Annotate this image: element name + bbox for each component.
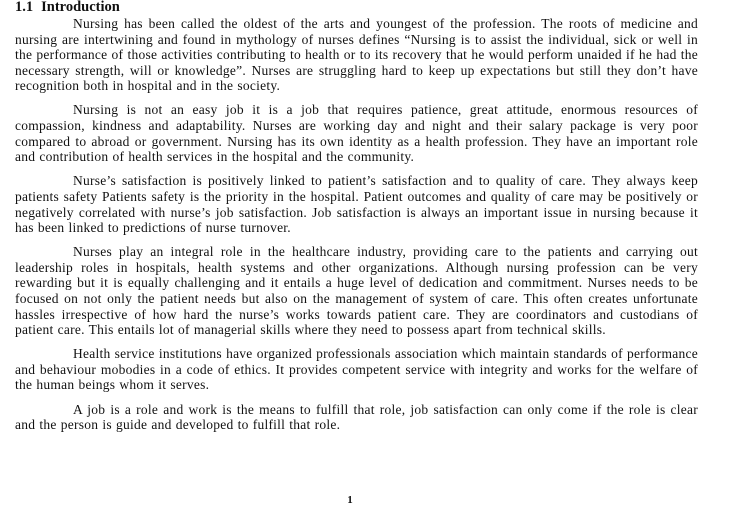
- paragraph-1: Nursing has been called the oldest of the arts and youngest of the profession. The roots of medicine and nursing are intertwining and found in mythology of nurses defines “Nursing is to assist the individual, sick or well in the performance of those activities contributing to health or to its recovery that he would perform unaided if he had the necessary strength, will or knowledge”. Nurses are struggling hard to keep up expectations but still they don’t have recognition both in hospital and in the society.: [15, 16, 698, 94]
- page-number: 1: [347, 494, 353, 506]
- paragraph-4: Nurses play an integral role in the healthcare industry, providing care to the patients and carrying out leadership roles in hospitals, health systems and other organizations. Although nursing profession can be very rewarding but it is equally challenging and it entails a huge level of dedication and commitment. Nurses needs to be focused on not only the patient needs but also on the management of system of care. This often creates unfortunate hassles irrespective of how hard the nurse’s works towards patient care. They are coordinators and custodians of patient care. This entails lot of managerial skills where they need to possess apart from technical skills.: [15, 244, 698, 338]
- section-title: Introduction: [41, 0, 120, 15]
- paragraph-2: Nursing is not an easy job it is a job that requires patience, great attitude, enormous resources of compassion, kindness and adaptability. Nurses are working day and night and their salary package is very poor compared to abroad or government. Nursing has its own identity as a health profession. They have an important role and contribution of health services in the hospital and the community.: [15, 102, 698, 165]
- paragraph-3: Nurse’s satisfaction is positively linked to patient’s satisfaction and to quality of care. They always keep patients safety Patients safety is the priority in the hospital. Patient outcomes and quality of care may be positively or negatively correlated with nurse’s job satisfaction. Job satisfaction is always an important issue in nursing because it has been linked to predictions of nurse turnover.: [15, 173, 698, 236]
- document-page: [15, 0, 698, 433]
- paragraph-6: A job is a role and work is the means to fulfill that role, job satisfaction can only come if the role is clear and the person is guide and developed to fulfill that role.: [15, 401, 698, 433]
- section-heading: [15, 0, 698, 14]
- section-number: 1.1: [15, 0, 34, 15]
- paragraph-5: Health service institutions have organized professionals association which maintain standards of performance and behaviour mobodies in a code of ethics. It provides competent service with integrity and works for the welfare of the human beings whom it serves.: [15, 346, 698, 393]
